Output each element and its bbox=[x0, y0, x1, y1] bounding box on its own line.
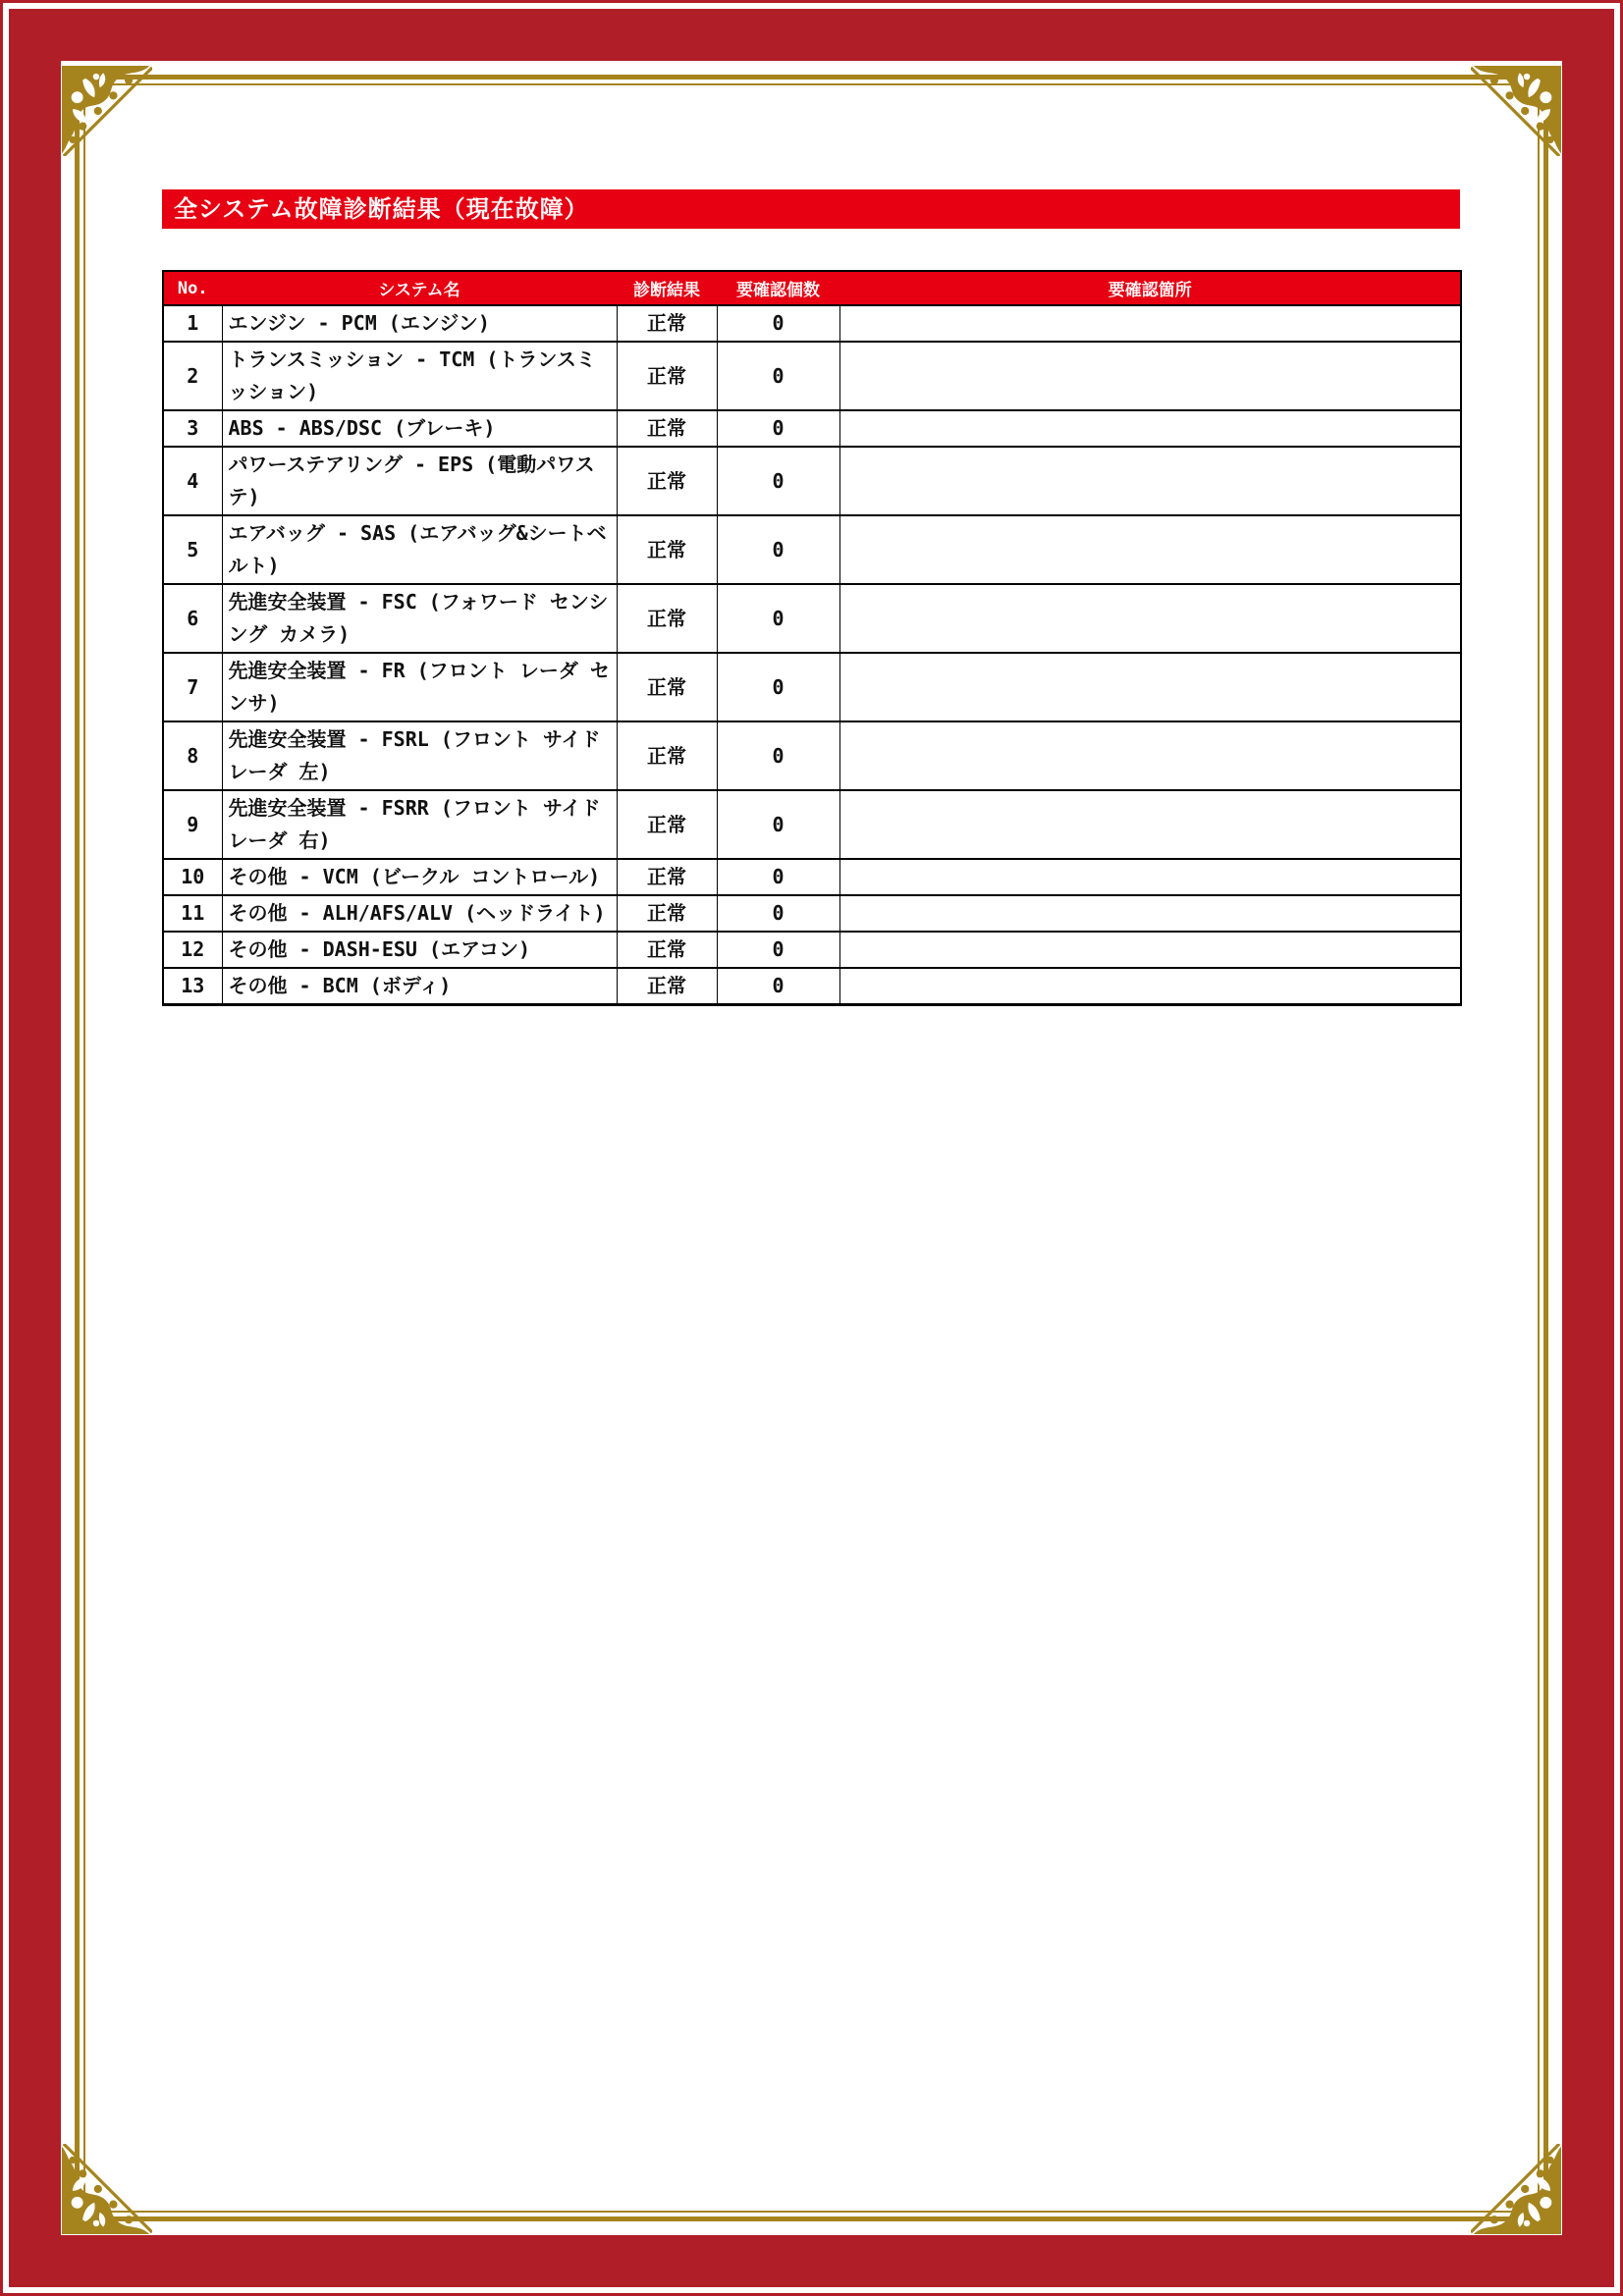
column-header-diagnosis-result: 診断結果 bbox=[617, 271, 717, 305]
table-row bbox=[163, 721, 1461, 790]
system-name: エアバッグ - SAS (エアバッグ&シートベルト) bbox=[222, 515, 617, 584]
corner-flourish-icon bbox=[1471, 2144, 1561, 2234]
row-number: 4 bbox=[163, 447, 222, 515]
check-count: 0 bbox=[717, 447, 839, 515]
section-title: 全システム故障診断結果（現在故障） bbox=[162, 189, 1460, 229]
diagnosis-result: 正常 bbox=[617, 859, 717, 895]
check-count: 0 bbox=[717, 859, 839, 895]
check-count: 0 bbox=[717, 895, 839, 932]
table-header-row bbox=[163, 271, 1461, 305]
check-count: 0 bbox=[717, 721, 839, 790]
table-row bbox=[163, 895, 1461, 932]
diagnosis-result: 正常 bbox=[617, 410, 717, 447]
system-table-body bbox=[163, 305, 1461, 1005]
row-number: 2 bbox=[163, 342, 222, 410]
column-header-check-count: 要確認個数 bbox=[717, 271, 839, 305]
table-row bbox=[163, 584, 1461, 653]
table-row bbox=[163, 968, 1461, 1005]
check-location bbox=[839, 584, 1461, 653]
table-row bbox=[163, 653, 1461, 721]
check-count: 0 bbox=[717, 968, 839, 1005]
check-location bbox=[839, 653, 1461, 721]
row-number: 1 bbox=[163, 305, 222, 342]
system-name: 先進安全装置 - FSC (フォワード センシング カメラ) bbox=[222, 584, 617, 653]
column-header-system-name: システム名 bbox=[222, 271, 617, 305]
table-row bbox=[163, 932, 1461, 968]
table-row bbox=[163, 410, 1461, 447]
check-location bbox=[839, 515, 1461, 584]
check-location bbox=[839, 305, 1461, 342]
check-location bbox=[839, 895, 1461, 932]
system-name: 先進安全装置 - FR (フロント レーダ センサ) bbox=[222, 653, 617, 721]
diagnosis-result-table bbox=[162, 270, 1462, 1006]
check-count: 0 bbox=[717, 410, 839, 447]
diagnosis-result: 正常 bbox=[617, 895, 717, 932]
system-name: トランスミッション - TCM (トランスミッション) bbox=[222, 342, 617, 410]
diagnosis-result: 正常 bbox=[617, 932, 717, 968]
row-number: 5 bbox=[163, 515, 222, 584]
check-count: 0 bbox=[717, 305, 839, 342]
row-number: 9 bbox=[163, 790, 222, 859]
corner-flourish-icon bbox=[1471, 66, 1561, 156]
system-name: その他 - ALH/AFS/ALV (ヘッドライト) bbox=[222, 895, 617, 932]
check-location bbox=[839, 932, 1461, 968]
check-count: 0 bbox=[717, 790, 839, 859]
system-name: エンジン - PCM (エンジン) bbox=[222, 305, 617, 342]
system-name: その他 - BCM (ボディ) bbox=[222, 968, 617, 1005]
diagnosis-result: 正常 bbox=[617, 653, 717, 721]
diagnosis-result: 正常 bbox=[617, 515, 717, 584]
system-name: ABS - ABS/DSC (ブレーキ) bbox=[222, 410, 617, 447]
table-row bbox=[163, 515, 1461, 584]
table-row bbox=[163, 342, 1461, 410]
check-location bbox=[839, 859, 1461, 895]
system-name: パワーステアリング - EPS (電動パワステ) bbox=[222, 447, 617, 515]
check-count: 0 bbox=[717, 342, 839, 410]
column-header-check-location: 要確認箇所 bbox=[839, 271, 1461, 305]
diagnosis-result: 正常 bbox=[617, 968, 717, 1005]
check-location bbox=[839, 410, 1461, 447]
check-location bbox=[839, 721, 1461, 790]
row-number: 7 bbox=[163, 653, 222, 721]
check-location bbox=[839, 447, 1461, 515]
row-number: 13 bbox=[163, 968, 222, 1005]
check-count: 0 bbox=[717, 584, 839, 653]
table-row bbox=[163, 790, 1461, 859]
corner-flourish-icon bbox=[62, 66, 152, 156]
table-row bbox=[163, 859, 1461, 895]
row-number: 3 bbox=[163, 410, 222, 447]
check-location bbox=[839, 342, 1461, 410]
row-number: 12 bbox=[163, 932, 222, 968]
row-number: 6 bbox=[163, 584, 222, 653]
row-number: 8 bbox=[163, 721, 222, 790]
row-number: 11 bbox=[163, 895, 222, 932]
corner-flourish-icon bbox=[62, 2144, 152, 2234]
check-count: 0 bbox=[717, 515, 839, 584]
diagnosis-result: 正常 bbox=[617, 305, 717, 342]
system-name: 先進安全装置 - FSRR (フロント サイド レーダ 右) bbox=[222, 790, 617, 859]
diagnosis-result: 正常 bbox=[617, 447, 717, 515]
diagnosis-result: 正常 bbox=[617, 790, 717, 859]
system-name: その他 - VCM (ビークル コントロール) bbox=[222, 859, 617, 895]
check-count: 0 bbox=[717, 932, 839, 968]
system-name: その他 - DASH-ESU (エアコン) bbox=[222, 932, 617, 968]
diagnosis-result: 正常 bbox=[617, 342, 717, 410]
table-row bbox=[163, 305, 1461, 342]
diagnosis-result: 正常 bbox=[617, 721, 717, 790]
table-row bbox=[163, 447, 1461, 515]
row-number: 10 bbox=[163, 859, 222, 895]
check-location bbox=[839, 790, 1461, 859]
report-content bbox=[162, 189, 1460, 1006]
check-count: 0 bbox=[717, 653, 839, 721]
diagnosis-result: 正常 bbox=[617, 584, 717, 653]
column-header-no: No. bbox=[163, 271, 222, 305]
system-name: 先進安全装置 - FSRL (フロント サイド レーダ 左) bbox=[222, 721, 617, 790]
check-location bbox=[839, 968, 1461, 1005]
